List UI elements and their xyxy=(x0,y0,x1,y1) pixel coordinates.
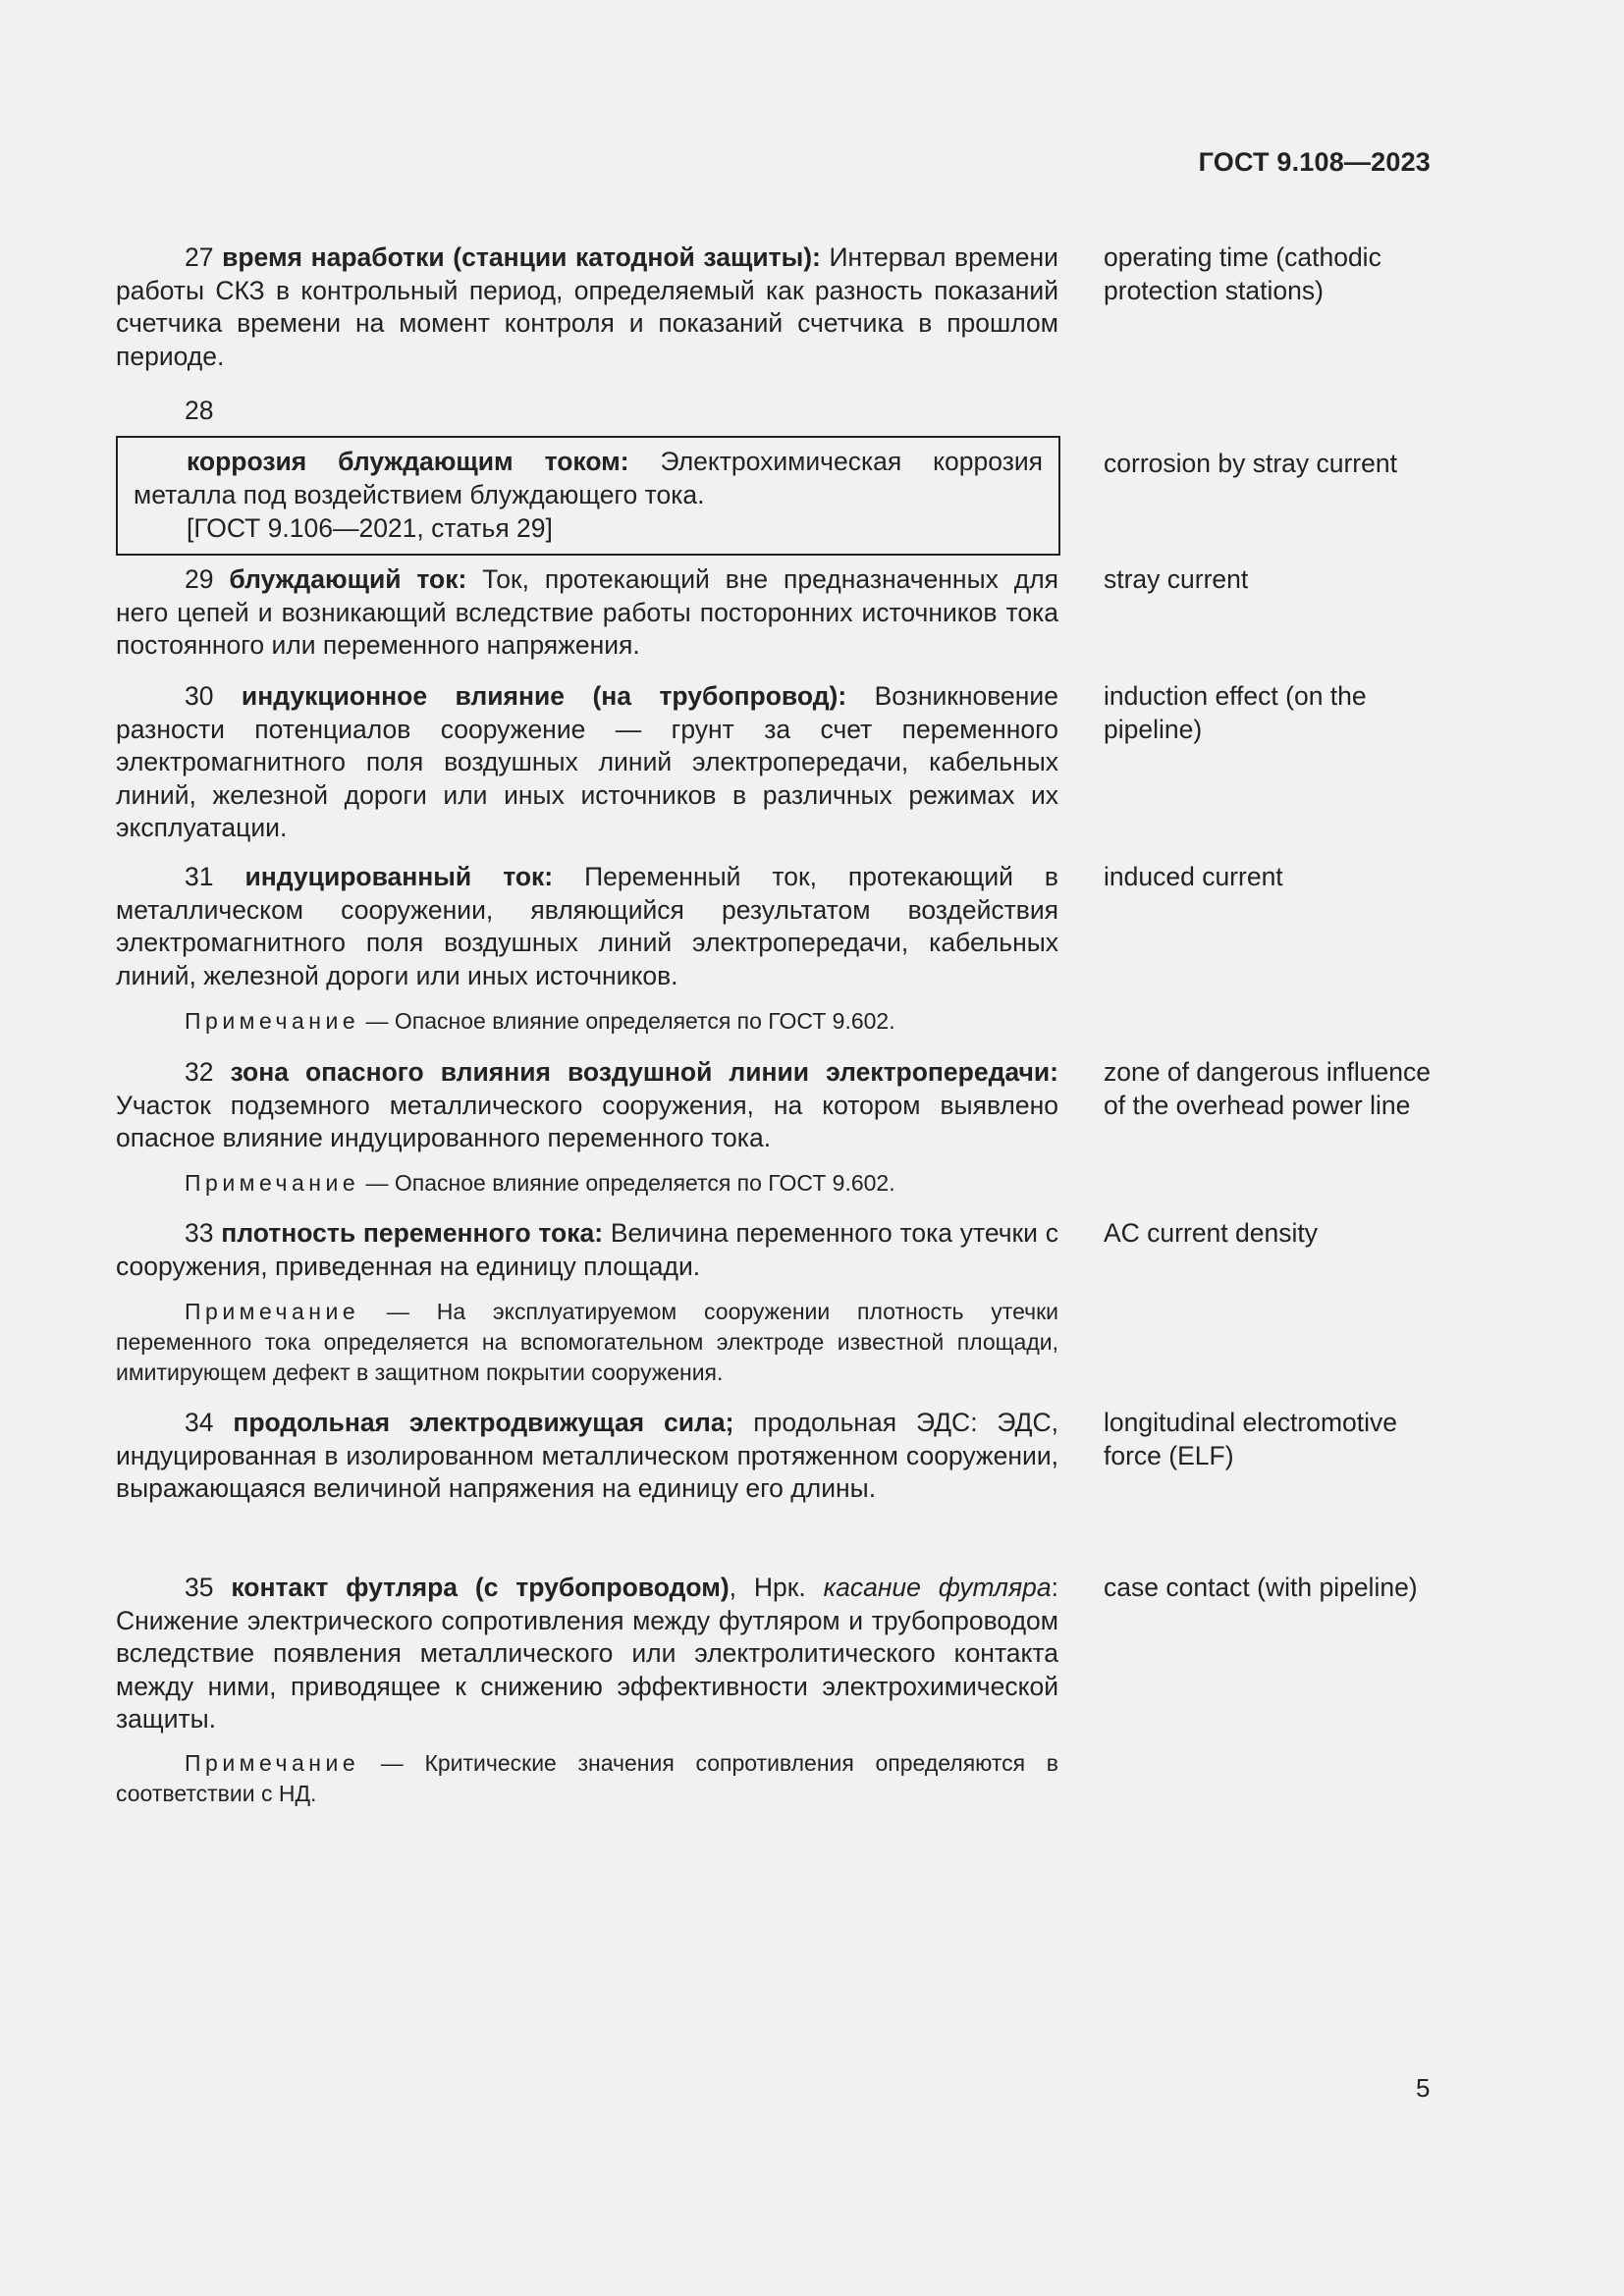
term-ru xyxy=(116,1217,1058,1283)
note-33 xyxy=(116,1297,1058,1388)
term-en: AC current density xyxy=(1104,1218,1318,1248)
term-en: case contact (with pipeline) xyxy=(1104,1573,1418,1602)
term-en: longitudinal electromotive force (ELF) xyxy=(1104,1408,1398,1470)
note-label: Примечание xyxy=(185,1170,360,1196)
term-definition: Ток, протекающий вне предназначенных для него цепей и возникающий вследствие работы посторонних источников тока постоянного или переменного напряжения. xyxy=(116,564,1059,660)
term-definition: Величина переменного тока утечки с сооружения, приведенная на единицу площади. xyxy=(116,1218,1058,1281)
note-text: — Опасное влияние определяется по ГОСТ 9.602. xyxy=(359,1170,895,1196)
term-marker: , Нрк. xyxy=(729,1573,824,1602)
term-number: 32 xyxy=(185,1057,214,1087)
note-31 xyxy=(116,1006,1058,1037)
term-name: индуцированный ток: xyxy=(244,862,554,891)
term-en: operating time (cathodic protection stations) xyxy=(1104,242,1381,305)
term-name: плотность переменного тока: xyxy=(221,1218,604,1248)
term-definition: Возникновение разности потенциалов сооружение — грунт за счет переменного электромагнитного поля воздушных линий электропередачи, кабельных линий, железной дороги или иных источников в различных режимах их эксплуатации. xyxy=(116,681,1058,842)
term-entry-28-boxed xyxy=(116,436,1060,556)
page-number: 5 xyxy=(1416,2073,1431,2103)
note-label: Примечание xyxy=(185,1299,360,1324)
note-text: — На эксплуатируемом сооружении плотность утечки переменного тока определяется на вспомогательном электроде известной площади, имитирующем дефект в защитном покрытии сооружения. xyxy=(116,1299,1058,1385)
term-number-28: 28 xyxy=(185,396,214,425)
term-definition: Интервал времени работы СКЗ в контрольный период, определяемый как разность показаний счетчика времени на момент контроля и показаний счетчика в прошлом периоде. xyxy=(116,242,1058,371)
note-text: — Критические значения сопротивления определяются в соответствии с НД. xyxy=(116,1750,1058,1806)
term-number: 33 xyxy=(185,1218,214,1248)
note-label: Примечание xyxy=(185,1008,360,1034)
term-ru xyxy=(134,446,1043,511)
term-name: контакт футляра (с трубопроводом) xyxy=(231,1573,730,1602)
term-ru xyxy=(116,1056,1058,1155)
term-en: stray current xyxy=(1104,564,1249,594)
term-name: индукционное влияние (на трубопровод): xyxy=(241,681,847,711)
term-definition: Электрохимическая коррозия металла под воздействием блуждающего тока. xyxy=(134,447,1044,509)
term-definition: Участок подземного металлического сооружения, на котором выявлено опасное влияние индуцированного переменного тока. xyxy=(116,1090,1058,1152)
term-number: 27 xyxy=(185,242,214,272)
term-name: коррозия блуждающим током: xyxy=(187,447,629,476)
term-ru xyxy=(116,680,1058,845)
term-source: [ГОСТ 9.106—2021, статья 29] xyxy=(187,513,553,543)
term-definition: Переменный ток, протекающий в металлическом сооружении, являющийся результатом воздействия электромагнитного поля воздушных линий электропередачи, кабельных линий, железной дороги или иных источников. xyxy=(116,862,1058,990)
term-number: 34 xyxy=(185,1408,214,1437)
term-en: induction effect (on the pipeline) xyxy=(1104,681,1367,744)
note-text: — Опасное влияние определяется по ГОСТ 9.602. xyxy=(359,1008,895,1034)
term-number: 30 xyxy=(185,681,214,711)
term-deprecated: касание футляра xyxy=(823,1573,1052,1602)
term-name: время наработки (станции катодной защиты): xyxy=(222,242,821,272)
term-name: продольная электродвижущая сила; xyxy=(233,1408,734,1437)
term-number: 35 xyxy=(185,1573,214,1602)
note-35 xyxy=(116,1748,1058,1809)
term-ru xyxy=(116,563,1058,663)
term-definition: продольная ЭДС: ЭДС, индуцированная в изолированном металлическом протяженном сооружении, выражающаяся величиной напряжения на единицу его длины. xyxy=(116,1408,1059,1503)
term-ru xyxy=(116,1407,1058,1506)
term-ru xyxy=(116,861,1058,992)
term-ru xyxy=(116,1572,1058,1736)
term-en: induced current xyxy=(1104,862,1283,891)
term-definition: : Снижение электрического сопротивления между футляром и трубопроводом вследствие появления металлического или электролитического контакта между ними, приводящее к снижению эффективности электрохимической защиты. xyxy=(116,1573,1058,1734)
note-label: Примечание xyxy=(185,1750,360,1776)
document-header: ГОСТ 9.108—2023 xyxy=(1198,147,1431,177)
term-name: блуждающий ток: xyxy=(229,564,467,594)
note-32 xyxy=(116,1168,1058,1199)
term-number: 31 xyxy=(185,862,214,891)
term-en: corrosion by stray current xyxy=(1104,449,1397,478)
term-ru xyxy=(116,241,1058,373)
term-en: zone of dangerous influence of the overhead power line xyxy=(1104,1057,1431,1120)
term-number: 29 xyxy=(185,564,214,594)
term-name: зона опасного влияния воздушной линии электропередачи: xyxy=(230,1057,1058,1087)
